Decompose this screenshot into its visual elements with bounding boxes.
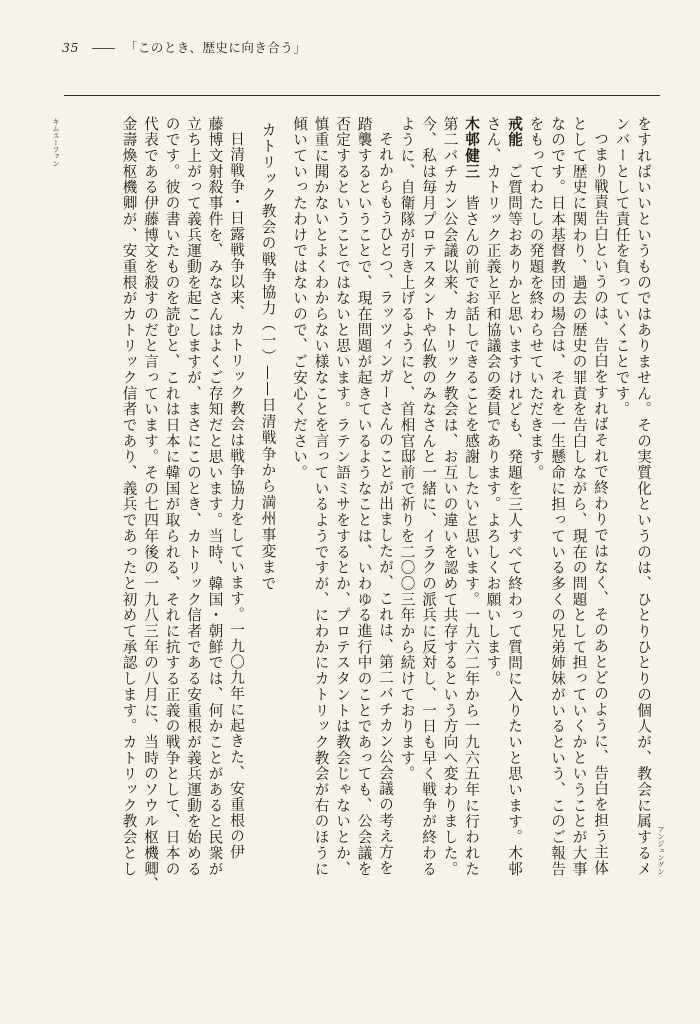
header-rule [64, 95, 660, 96]
text-line: 慎重に聞かないとよくわからない様なことを言っているようですが、にわかにカトリック教会が右のほうに [312, 116, 330, 877]
speaker-line [461, 116, 483, 994]
ruby-annotation-kim: キムスーファン [52, 118, 60, 167]
text-line: 代表である伊藤博文を殺すのだと言っています。その七四年後の一九八三年の八月に、当時のソウル枢機卿、 [142, 116, 159, 893]
text-line: 日清戦争・日露戦争以来、カトリック教会は戦争協力をしています。一九〇九年に起きた、安重根の伊 [228, 130, 245, 860]
section-heading-dash: —— [259, 365, 277, 398]
text-line: ように、自衛隊が引き上げるようにと、首相官邸前で祈りを二〇〇三年から続けております。 [398, 116, 416, 782]
speaker-text: ご質問等おありかと思いますけれども、発題を三人すべて終わって質問に入りたいと思います。木邨 [506, 163, 523, 877]
running-header [62, 38, 306, 58]
text-line: 今、私は毎月プロテスタントや仏教のみなさんと一緒に、イラクの派兵に反対し、一日も早く戦争が終わる [420, 116, 437, 877]
text-line: として歴史に関わり、過去の歴史の罪責を告白しながら、現在の問題として担っていくかということが大事 [570, 116, 588, 877]
ruby-annotation-ahn: アンジュングン [657, 826, 665, 875]
text-line: 金壽煥枢機卿が、安重根がカトリック信者であり、義兵であったと初めて承認します。カトリック教会とし [120, 116, 138, 877]
text-line: さん、カトリック正義と平和協議会の委員であります。よろしくお願いします。 [484, 116, 502, 687]
section-heading-main: カトリック教会の戦争協力（一） [259, 122, 277, 365]
text-line: 踏襲するということで、現在問題が起きているようなことは、いわゆる進行中のことであっても、公会議を [355, 116, 373, 877]
text-line: のです。彼の書いたものを読むと、これは日本に韓国が取られる、それに抗する正義の戦争として、日本の [163, 116, 181, 877]
text-line: つまり戦責告白というのは、告白をすればそれで終わりではなく、そのあとどのように、告白を担う主体 [592, 130, 609, 876]
text-line: 第二バチカン公会議以来、カトリック教会は、お互いの違いを認めて共存するという方向へ変わりました。 [441, 116, 459, 877]
header-dash: —— [91, 40, 115, 55]
text-line: 立ち上がって義兵運動を起こしますが、まさにこのとき、カトリック信者である安重根が義兵運動を始める [185, 116, 202, 877]
text-line: 藤博文射殺事件を、みなさんはよくご存知だと思います。当時、韓国・朝鮮では、何かことがあると民衆が [206, 116, 224, 877]
vertical-text-body [48, 116, 654, 994]
text-line: 傾いていったわけではないので、ご安心ください。 [291, 116, 308, 481]
text-line: をもってわたしの発題を終わらせていただきます。 [527, 116, 545, 481]
section-heading [257, 116, 279, 994]
speaker-text: 皆さんの前でお話しできることを感謝したいと思います。一九六二年から一九六五年に行われた [463, 195, 480, 877]
speaker-line [504, 116, 526, 994]
section-gap [279, 116, 289, 994]
text-line: 否定するということではないと思います。ラテン語ミサをするとか、プロテスタントは教会じゃないとか、 [334, 116, 351, 877]
chapter-title: 「このとき、歴史に向き合う」 [124, 40, 307, 55]
text-line: なのです。日本基督教団の場合は、それを一生懸命に担っている多くの兄弟姉妹がいるという、このご報告 [549, 116, 566, 877]
section-heading-sub: 日清戦争から満州事変まで [259, 397, 277, 592]
text-line: それからもうひとつ、ラッツィンガーさんのことが出ましたが、これは、第二バチカン公会議の考え方を [377, 130, 394, 876]
text-line: ンバーとして責任を負っていくことです。 [613, 116, 631, 418]
speaker-name: 戒能 [506, 116, 523, 148]
speaker-name: 木邨健三 [463, 116, 480, 180]
text-line: をすればいいというものではありません。その実質化というのは、ひとりひとりの個人が、教会に属するメ [635, 116, 652, 877]
page-number: 35 [62, 40, 79, 55]
section-gap [247, 116, 257, 994]
